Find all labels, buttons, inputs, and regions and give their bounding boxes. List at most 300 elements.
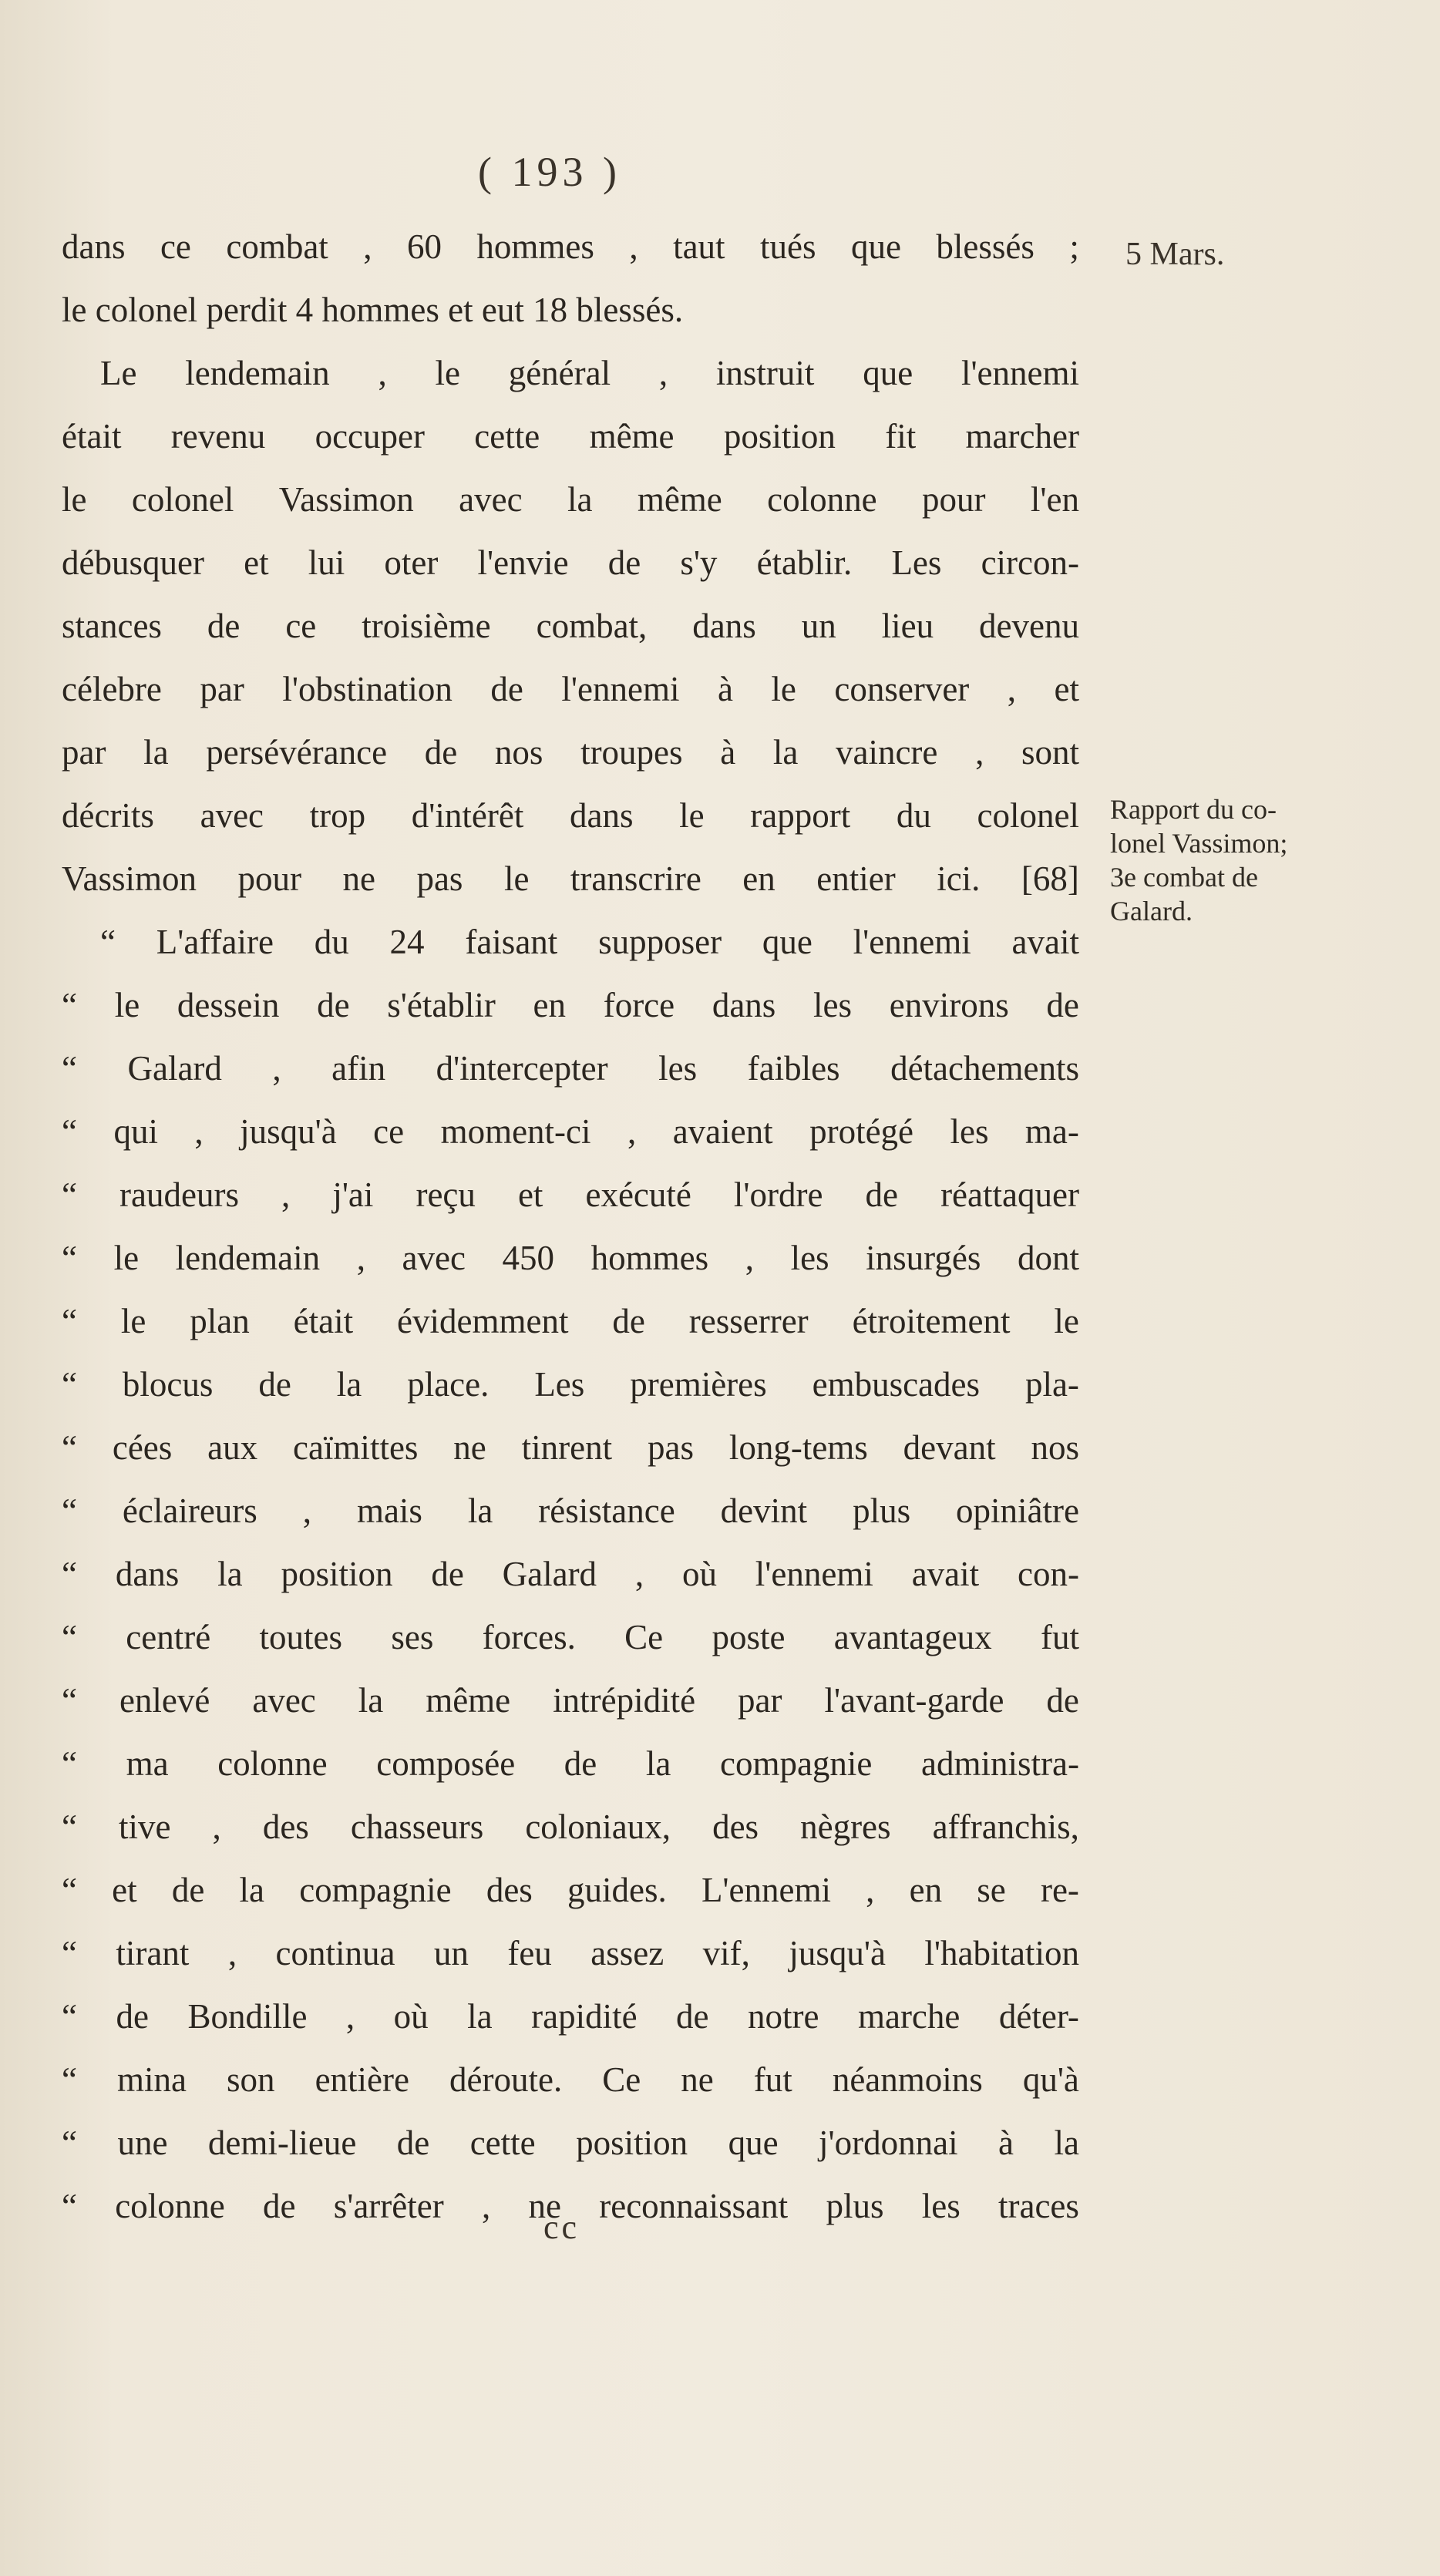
word: avec [459, 480, 523, 519]
word: de [396, 2124, 430, 2162]
margin-note-line: Rapport du co- [1110, 794, 1277, 825]
word: pas [647, 1428, 694, 1467]
word: occuper [315, 417, 425, 456]
word: où [393, 1997, 429, 2036]
text-line [62, 1742, 1079, 1788]
signature-mark: cc [543, 2208, 580, 2246]
word: lendemain [175, 1239, 321, 1277]
text-line [62, 1868, 1079, 1915]
word: avait [1011, 923, 1079, 961]
word: s'y [680, 543, 718, 582]
word: la [1054, 2124, 1079, 2162]
word: les [921, 2187, 961, 2225]
word: Ce [602, 2060, 641, 2099]
word: ne [453, 1428, 486, 1467]
text-line [62, 1236, 1079, 1283]
word: l'avant-garde [824, 1681, 1004, 1720]
word: “ [62, 1871, 77, 1909]
word: des [262, 1808, 309, 1846]
word: Galard [502, 1555, 597, 1593]
word: devant [903, 1428, 996, 1467]
word: des [712, 1808, 759, 1846]
word: le [435, 354, 460, 392]
word: de [317, 986, 350, 1024]
word: hommes [321, 291, 449, 329]
word: de [171, 1871, 205, 1909]
word: même [637, 480, 722, 519]
word: transcrire [570, 859, 701, 898]
word: vaincre [835, 733, 938, 772]
word: de [424, 733, 458, 772]
word: à [998, 2124, 1014, 2162]
word: premières [630, 1365, 767, 1404]
text-line [62, 1300, 1079, 1346]
word: était [293, 1302, 354, 1340]
word: Vassimon [62, 859, 197, 898]
word: long-tems [728, 1428, 868, 1467]
word: avait [911, 1555, 980, 1593]
word: colonne [115, 2187, 225, 2225]
word: avec [252, 1681, 316, 1720]
word: , [634, 1555, 644, 1593]
word: “ [62, 1049, 77, 1088]
word: , [363, 227, 372, 266]
word: que [728, 2124, 779, 2162]
text-line [62, 1932, 1079, 1978]
word: dans [62, 227, 126, 266]
word: “ [62, 2187, 77, 2225]
word: “ [62, 1175, 77, 1214]
text-line [62, 225, 1079, 271]
word: , [281, 1175, 291, 1214]
word: rapidité [531, 1997, 638, 2036]
word: , [481, 2187, 491, 2225]
text-line [62, 351, 1079, 398]
word: plan [190, 1302, 250, 1340]
word: nos [1031, 1428, 1079, 1467]
word: composée [376, 1744, 516, 1783]
word: ce [285, 607, 317, 645]
word: qu'à [1022, 2060, 1079, 2099]
word: “ [62, 1555, 77, 1593]
word: néanmoins [832, 2060, 983, 2099]
word: exécuté [585, 1175, 691, 1214]
text-line [62, 1552, 1079, 1599]
word: ses [391, 1618, 434, 1656]
word: colonel [977, 796, 1079, 835]
word: , [627, 1112, 637, 1151]
word: mina [117, 2060, 187, 2099]
page-number: ( 193 ) [478, 149, 621, 195]
word: l'habitation [924, 1934, 1079, 1972]
word: faibles [747, 1049, 840, 1088]
word: ici. [937, 859, 981, 898]
word: déroute. [449, 2060, 563, 2099]
word: par [200, 670, 244, 708]
word: tués [760, 227, 816, 266]
word: dans [692, 607, 756, 645]
word: nos [494, 733, 543, 772]
text-line [62, 857, 1079, 903]
text-line [62, 1363, 1079, 1409]
word: les [790, 1239, 829, 1277]
word: 4 [295, 291, 322, 329]
word: demi-lieue [207, 2124, 357, 2162]
word: la [358, 1681, 384, 1720]
word: intrépidité [553, 1681, 696, 1720]
word: de [490, 670, 523, 708]
word: , [345, 1997, 355, 2036]
word: , [356, 1239, 365, 1277]
word: moment-ci [440, 1112, 591, 1151]
word: coloniaux, [525, 1808, 671, 1846]
text-line [62, 1426, 1079, 1472]
word: combat [226, 227, 328, 266]
word: tive [119, 1808, 171, 1846]
word: resserrer [688, 1302, 809, 1340]
word: les [658, 1049, 698, 1088]
word: guides. [567, 1871, 667, 1909]
word: de [676, 1997, 709, 2036]
word: même [589, 417, 675, 456]
word: avantageux [833, 1618, 992, 1656]
word: de [865, 1175, 899, 1214]
word: afin [331, 1049, 386, 1088]
word: le [114, 986, 140, 1024]
word: la [772, 733, 799, 772]
word: , [272, 1049, 281, 1088]
word: faisant [465, 923, 558, 961]
word: caïmittes [292, 1428, 419, 1467]
word: rapport [750, 796, 851, 835]
word: du [314, 923, 349, 961]
word: pas [416, 859, 463, 898]
text-line [62, 478, 1079, 524]
word: oter [384, 543, 439, 582]
word: “ [62, 1239, 77, 1277]
margin-note [1110, 792, 1364, 928]
word: blocus [122, 1365, 214, 1404]
word: opiniâtre [956, 1491, 1079, 1530]
word: la [143, 733, 169, 772]
word: en [533, 986, 566, 1024]
word: entière [315, 2060, 409, 2099]
word: con- [1017, 1555, 1079, 1593]
word: [68] [1021, 859, 1079, 898]
word: reçu [416, 1175, 476, 1214]
word: colonne [217, 1744, 328, 1783]
word: notre [748, 1997, 819, 2036]
word: était [62, 417, 122, 456]
word: , [378, 354, 387, 392]
word: de [1046, 986, 1079, 1024]
margin-note-line: 3e combat de [1110, 862, 1258, 893]
word: dans [712, 986, 776, 1024]
word: perdit [206, 291, 296, 329]
text-line [62, 668, 1079, 714]
word: chasseurs [350, 1808, 484, 1846]
word: en [742, 859, 776, 898]
word: “ [62, 2060, 77, 2099]
word: s'établir [387, 986, 496, 1024]
word: 18 [533, 291, 577, 329]
word: établir. [756, 543, 853, 582]
word: la [217, 1555, 243, 1593]
word: stances [62, 607, 162, 645]
word: 450 [502, 1239, 555, 1277]
word: la [336, 1365, 362, 1404]
word: que [850, 227, 901, 266]
word: par [738, 1681, 782, 1720]
word: éclaireurs [122, 1491, 257, 1530]
word: devint [720, 1491, 808, 1530]
word: affranchis, [932, 1808, 1079, 1846]
word: entier [816, 859, 896, 898]
word: “ [62, 1997, 77, 2036]
word: ne [528, 2187, 561, 2225]
word: étroitement [852, 1302, 1011, 1340]
word: ne [342, 859, 375, 898]
margin-note-line: Galard. [1110, 896, 1193, 926]
word: les [950, 1112, 989, 1151]
word: , [975, 733, 984, 772]
word: de [207, 607, 241, 645]
word: décrits [62, 796, 154, 835]
word: Bondille [187, 1997, 308, 2036]
word: le [62, 480, 87, 519]
word: “ [62, 1428, 77, 1467]
word: administra- [921, 1744, 1079, 1783]
word: , [658, 354, 668, 392]
word: traces [998, 2187, 1079, 2225]
word: Le [100, 354, 137, 392]
word: de [1046, 1681, 1079, 1720]
word: jusqu'à [240, 1112, 337, 1151]
word: raudeurs [119, 1175, 239, 1214]
text-line [62, 920, 1079, 967]
word: “ [62, 1934, 77, 1972]
word: en [909, 1871, 943, 1909]
text-line [62, 1110, 1079, 1156]
text-line [62, 2121, 1079, 2167]
word: réattaquer [940, 1175, 1079, 1214]
word: , [745, 1239, 754, 1277]
word: “ [100, 923, 116, 961]
word: L'ennemi [701, 1871, 831, 1909]
word: enlevé [119, 1681, 210, 1720]
word: ce [160, 227, 191, 266]
word: l'ordre [733, 1175, 823, 1214]
word: troisième [362, 607, 491, 645]
word: la [645, 1744, 671, 1783]
word: de [258, 1365, 291, 1404]
word: la [467, 1997, 493, 2036]
word: le [120, 1302, 146, 1340]
word: la [467, 1491, 493, 1530]
word: instruit [715, 354, 815, 392]
word: célebre [62, 670, 162, 708]
word: l'obstination [282, 670, 453, 708]
word: avaient [672, 1112, 773, 1151]
word: “ [62, 1302, 77, 1340]
word: débusquer [62, 543, 204, 582]
text-line [62, 1995, 1079, 2041]
word: continua [275, 1934, 395, 1972]
text-line [62, 1616, 1079, 1662]
word: “ [62, 1744, 77, 1783]
margin-date: 5 Mars. [1125, 237, 1225, 272]
word: évidemment [397, 1302, 569, 1340]
word: plus [826, 2187, 884, 2225]
word: à [717, 670, 733, 708]
word: environs [889, 986, 1009, 1024]
word: , [1007, 670, 1017, 708]
word: et [517, 1175, 543, 1214]
word: une [117, 2124, 168, 2162]
text-line [62, 731, 1079, 777]
word: L'affaire [156, 923, 274, 961]
word: feu [507, 1934, 552, 1972]
word: “ [62, 1365, 77, 1404]
word: et [112, 1871, 137, 1909]
word: d'intérêt [411, 796, 524, 835]
word: du [896, 796, 931, 835]
word: , [866, 1871, 875, 1909]
word: assez [590, 1934, 664, 1972]
word: de [564, 1744, 597, 1783]
word: j'ordonnai [819, 2124, 958, 2162]
word: poste [712, 1618, 786, 1656]
word: dont [1017, 1239, 1079, 1277]
word: dans [115, 1555, 180, 1593]
word: Les [891, 543, 942, 582]
word: un [433, 1934, 469, 1972]
text-line [62, 288, 1079, 335]
word: toutes [259, 1618, 343, 1656]
word: cées [112, 1428, 173, 1467]
word: persévérance [206, 733, 388, 772]
word: l'ennemi [755, 1555, 873, 1593]
word: ne [681, 2060, 714, 2099]
word: la [567, 480, 593, 519]
word: circon- [981, 543, 1079, 582]
word: Les [534, 1365, 585, 1404]
text-line [62, 1047, 1079, 1093]
word: “ [62, 1681, 77, 1720]
word: position [723, 417, 836, 456]
word: de [612, 1302, 645, 1340]
word: colonel [131, 480, 234, 519]
word: vif, [702, 1934, 750, 1972]
word: sont [1021, 733, 1079, 772]
text-line [62, 541, 1079, 587]
word: et [244, 543, 269, 582]
word: Vassimon [278, 480, 414, 519]
word: blessés. [576, 291, 684, 329]
word: aux [207, 1428, 258, 1467]
word: plus [853, 1491, 911, 1530]
word: d'intercepter [436, 1049, 608, 1088]
word: fut [1041, 1618, 1079, 1656]
word: 60 [406, 227, 442, 266]
word: dessein [177, 986, 280, 1024]
word: résistance [538, 1491, 675, 1530]
word: par [62, 733, 106, 772]
word: le [771, 670, 796, 708]
word: fut [753, 2060, 792, 2099]
word: s'arrêter [333, 2187, 444, 2225]
word: pour [237, 859, 301, 898]
word: reconnaissant [599, 2187, 789, 2225]
word: de [607, 543, 641, 582]
word: fit [885, 417, 917, 456]
word: général [508, 354, 611, 392]
text-line [62, 984, 1079, 1030]
text-line [62, 2058, 1079, 2104]
text-line [62, 1679, 1079, 1725]
text-line [62, 415, 1079, 461]
word: hommes [590, 1239, 709, 1277]
word: 24 [389, 923, 425, 961]
word: re- [1040, 1871, 1079, 1909]
word: “ [62, 1491, 77, 1530]
word: de [262, 2187, 296, 2225]
word: se [977, 1871, 1006, 1909]
word: le [503, 859, 530, 898]
text-line [62, 604, 1079, 651]
word: ce [373, 1112, 405, 1151]
word: l'ennemi [961, 354, 1079, 392]
word: , [302, 1491, 311, 1530]
word: Ce [624, 1618, 664, 1656]
word: où [681, 1555, 717, 1593]
word: tinrent [521, 1428, 613, 1467]
word: hommes [476, 227, 594, 266]
word: l'ennemi [561, 670, 680, 708]
word: colonel [95, 291, 207, 329]
word: revenu [170, 417, 266, 456]
word: de [431, 1555, 464, 1593]
word: position [576, 2124, 688, 2162]
word: force [603, 986, 675, 1024]
word: le [1054, 1302, 1079, 1340]
word: jusqu'à [789, 1934, 886, 1972]
word: que [762, 923, 813, 961]
word: et [1054, 670, 1079, 708]
word: combat, [536, 607, 648, 645]
word: mais [356, 1491, 422, 1530]
word: le [62, 291, 96, 329]
word: blessés [936, 227, 1035, 266]
word: supposer [598, 923, 722, 961]
word: détachements [890, 1049, 1079, 1088]
word: taut [673, 227, 725, 266]
word: centré [126, 1618, 211, 1656]
word: la [239, 1871, 264, 1909]
word: tirant [116, 1934, 190, 1972]
word: , [629, 227, 638, 266]
word: de [116, 1997, 149, 2036]
word: déter- [998, 1997, 1079, 2036]
word: protégé [809, 1112, 914, 1151]
text-line [62, 1805, 1079, 1851]
word: son [227, 2060, 275, 2099]
word: colonne [767, 480, 877, 519]
word: et [448, 291, 482, 329]
word: eut [481, 291, 533, 329]
word: embuscades [812, 1365, 981, 1404]
word: avec [200, 796, 264, 835]
